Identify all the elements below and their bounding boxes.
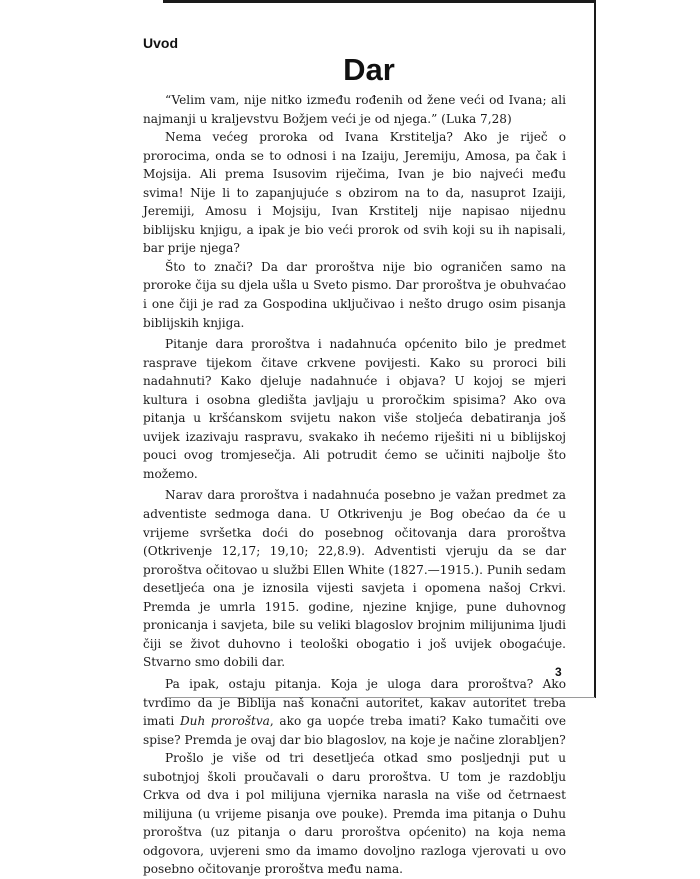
paragraph [143, 675, 566, 749]
page-number: 3 [555, 665, 562, 679]
epigraph-quote: “Velim vam, nije nitko između rođenih od žene veći od Ivana; ali najmanji u kraljevstvu Božjem veći je od njega.” (Luka 7,28) [143, 93, 566, 126]
paragraph: Pitanje dara proroštva i nadahnuća općenito bilo je predmet rasprave tijekom čitave crkvene povijesti. Kako su proroci bili nadahnuti? Kako djeluje nadahnuće i objava? U kojoj se mjeri kultura i osobna gledišta javljaju u proročkim spisima? Ako ova pitanja u kršćanskom svijetu nakon više stoljeća debatiranja još uvijek izazivaju raspravu, svakako ih nećemo riješiti ni u biblijskoj pouci ovog tromjesečja. Ali potrudit ćemo se učiniti najbolje što možemo. [143, 337, 566, 481]
paragraph: Nema većeg proroka od Ivana Krstitelja? Ako je riječ o prorocima, onda se to odnosi i na Izaiju, Jeremiju, Amosa, pa čak i Mojsija. Ali prema Isusovim riječima, Ivan je bio najveći među svima! Nije li to zapanjujuće s obzirom na to da, nasuprot Izaiji, Jeremiji, Amosu i Mojsiju, Ivan Krstitelj nije napisao nijednu biblijsku knjigu, a ipak je bio veći prorok od svih koji su ih napisali, bar prije njega? [143, 130, 566, 256]
body-text [143, 91, 566, 879]
section-label: Uvod [143, 35, 178, 51]
italic-term: Duh proroštva [179, 714, 270, 729]
page-edge-top [163, 0, 596, 3]
paragraph: Prošlo je više od tri desetljeća otkad smo posljednji put u subotnjoj školi proučavali o daru proroštva. U tom je razdoblju Crkva od dva i pol milijuna vjernika narasla na više od četrnaest milijuna (u vrijeme pisanja ove pouke). Premda ima pitanja o Duhu proroštva (uz pitanja o daru proroštva općenito) na koja nema odgovora, uvjereni smo da imamo dovoljno razloga vjerovati u ovo posebno očitovanje proroštva među nama. [143, 751, 566, 877]
paragraph-text: Pa ipak, ostaju pitanja. Koja je uloga dara proroštva? Ako tvrdimo da je Biblija naš konačni autoritet, kakav autoritet treba imati [143, 676, 566, 729]
paragraph: Što to znači? Da dar proroštva nije bio ograničen samo na proroke čija su djela ušla u Sveto pismo. Dar proroštva je obuhvaćao i one čiji je rad za Gospodina uključivao i nešto drugo osim pisanja biblijskih knjiga. [143, 259, 566, 330]
paragraph-text: , ako ga uopće treba imati? Kako tumačiti ove spise? Premda je ovaj dar bio blagoslov, na koje je načine zlorabljen? [143, 714, 566, 747]
page-title: Dar [343, 52, 395, 87]
page-edge-right [594, 0, 596, 698]
paragraph: Narav dara proroštva i nadahnuća posebno je važan predmet za adventiste sedmoga dana. U Otkrivenju je Bog obećao da će u vrijeme svršetka doći do posebnog očitovanja dara proroštva (Otkrivenje 12,17; 19,10; 22,8.9). Adventisti vjeruju da se dar proroštva očitovao u službi Ellen White (1827.—1915.). Punih sedam desetljeća ona je iznosila vijesti savjeta i opomena našoj Crkvi. Premda je umrla 1915. godine, njezine knjige, pune duhovnog pronicanja i savjeta, bile su veliki blagoslov brojnim milijunima ljudi čiji se život duhovno i teološki obogatio i još uvijek obogaćuje. Stvarno smo dobili dar. [143, 488, 566, 670]
